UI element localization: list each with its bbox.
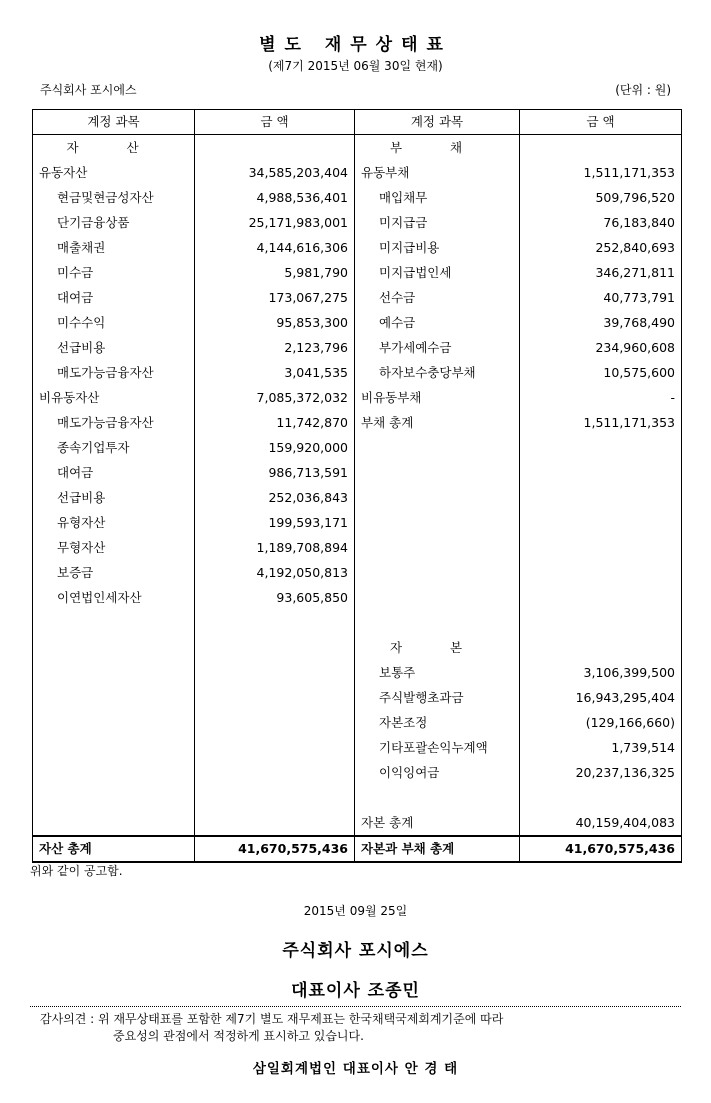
blank-cell <box>355 785 520 810</box>
right-amount: 76,183,840 <box>520 210 682 235</box>
table-header-row <box>33 110 682 135</box>
right-account-label: 미지급비용 <box>355 235 520 260</box>
blank-cell <box>195 635 355 660</box>
equity-amount: 20,237,136,325 <box>520 760 682 785</box>
assets-total-value: 41,670,575,436 <box>195 836 355 862</box>
equity-account-label: 주식발행초과금 <box>355 685 520 710</box>
header-amount-right: 금 액 <box>520 110 682 135</box>
left-account-label: 유형자산 <box>33 510 195 535</box>
blank-cell <box>195 760 355 785</box>
table-row <box>33 435 682 460</box>
left-amount: 11,742,870 <box>195 410 355 435</box>
right-account-label <box>355 435 520 460</box>
right-account-label: 미지급법인세 <box>355 260 520 285</box>
table-row <box>33 585 682 610</box>
blank-cell <box>33 785 195 810</box>
left-amount: 1,189,708,894 <box>195 535 355 560</box>
audit-opinion-line2: 중요성의 관점에서 적정하게 표시하고 있습니다. <box>113 1029 364 1043</box>
right-amount: 10,575,600 <box>520 360 682 385</box>
equity-total-label: 자본 총계 <box>355 810 520 836</box>
liabilities-equity-total-value: 41,670,575,436 <box>520 836 682 862</box>
header-account-right: 계정 과목 <box>355 110 520 135</box>
equity-account-label: 보통주 <box>355 660 520 685</box>
right-account-label: 선수금 <box>355 285 520 310</box>
table-row <box>33 735 682 760</box>
blank-cell <box>195 710 355 735</box>
section-row <box>33 635 682 660</box>
right-amount <box>520 535 682 560</box>
right-amount: 252,840,693 <box>520 235 682 260</box>
right-account-label <box>355 460 520 485</box>
table-row <box>33 360 682 385</box>
table-row <box>33 310 682 335</box>
right-amount: 1,511,171,353 <box>520 410 682 435</box>
blank-cell <box>33 735 195 760</box>
table-row <box>33 185 682 210</box>
blank-cell <box>33 685 195 710</box>
blank-cell <box>520 635 682 660</box>
left-account-label: 이연법인세자산 <box>33 585 195 610</box>
left-account-label: 매출채권 <box>33 235 195 260</box>
document-subtitle: (제7기 2015년 06월 30일 현재) <box>268 59 443 73</box>
left-amount: 173,067,275 <box>195 285 355 310</box>
table-row <box>33 660 682 685</box>
left-account-label: 매도가능금융자산 <box>33 360 195 385</box>
footer-ceo: 대표이사 조종민 <box>291 981 420 1001</box>
right-amount <box>520 435 682 460</box>
right-amount <box>520 485 682 510</box>
table-row <box>33 235 682 260</box>
left-account-label: 무형자산 <box>33 535 195 560</box>
table-row <box>33 335 682 360</box>
table-row <box>33 535 682 560</box>
right-account-label <box>355 485 520 510</box>
table-row <box>33 485 682 510</box>
left-account-label: 미수금 <box>33 260 195 285</box>
left-amount: 93,605,850 <box>195 585 355 610</box>
right-account-label: 비유동부채 <box>355 385 520 410</box>
right-amount <box>520 460 682 485</box>
equity-amount: (129,166,660) <box>520 710 682 735</box>
equity-account-label: 이익잉여금 <box>355 760 520 785</box>
left-amount: 159,920,000 <box>195 435 355 460</box>
footer-company: 주식회사 포시에스 <box>282 941 429 961</box>
left-amount: 4,192,050,813 <box>195 560 355 585</box>
left-amount: 4,988,536,401 <box>195 185 355 210</box>
right-account-label: 예수금 <box>355 310 520 335</box>
blank-cell <box>33 635 195 660</box>
equity-account-label: 기타포괄손익누계액 <box>355 735 520 760</box>
right-account-label: 유동부채 <box>355 160 520 185</box>
document-title: 별도 재무상태표 <box>259 35 452 55</box>
table-row <box>33 510 682 535</box>
right-account-label: 미지급금 <box>355 210 520 235</box>
unit-label: (단위 : 원) <box>615 83 671 97</box>
blank-cell <box>195 685 355 710</box>
balance-sheet-table <box>32 109 682 863</box>
audit-opinion-line1: 감사의견 : 위 재무상태표를 포함한 제7기 별도 재무제표는 한국채택국제회계기준에 따라 <box>40 1012 504 1026</box>
right-amount: 39,768,490 <box>520 310 682 335</box>
right-account-label: 부가세예수금 <box>355 335 520 360</box>
liabilities-equity-total-label: 자본과 부채 총계 <box>355 836 520 862</box>
left-amount: 252,036,843 <box>195 485 355 510</box>
blank-cell <box>33 710 195 735</box>
auditor-signature: 삼일회계법인 대표이사 안 경 태 <box>252 1061 459 1077</box>
table-row <box>33 685 682 710</box>
right-amount <box>520 560 682 585</box>
left-amount: 986,713,591 <box>195 460 355 485</box>
left-account-label: 대여금 <box>33 285 195 310</box>
total-row <box>33 836 682 862</box>
blank-cell <box>195 610 355 635</box>
left-account-label: 보증금 <box>33 560 195 585</box>
blank-cell <box>33 610 195 635</box>
left-account-label: 단기금융상품 <box>33 210 195 235</box>
blank-cell <box>520 610 682 635</box>
right-amount: 40,773,791 <box>520 285 682 310</box>
blank-cell <box>355 610 520 635</box>
left-amount: 199,593,171 <box>195 510 355 535</box>
table-row <box>33 160 682 185</box>
right-account-label: 매입채무 <box>355 185 520 210</box>
left-account-label: 비유동자산 <box>33 385 195 410</box>
section-row <box>33 135 682 161</box>
left-account-label: 유동자산 <box>33 160 195 185</box>
left-amount: 95,853,300 <box>195 310 355 335</box>
equity-amount: 1,739,514 <box>520 735 682 760</box>
left-account-label: 미수수익 <box>33 310 195 335</box>
right-account-label: 부채 총계 <box>355 410 520 435</box>
header-account-left: 계정 과목 <box>33 110 195 135</box>
table-row <box>33 710 682 735</box>
left-amount: 2,123,796 <box>195 335 355 360</box>
table-row <box>33 460 682 485</box>
left-amount: 34,585,203,404 <box>195 160 355 185</box>
assets-total-label: 자산 총계 <box>33 836 195 862</box>
blank-cell <box>520 785 682 810</box>
right-account-label <box>355 560 520 585</box>
announcement-date: 2015년 09월 25일 <box>303 904 408 918</box>
left-amount: 7,085,372,032 <box>195 385 355 410</box>
equity-amount: 16,943,295,404 <box>520 685 682 710</box>
left-account-label: 매도가능금융자산 <box>33 410 195 435</box>
section-equity: 자 본 <box>355 635 520 660</box>
table-row <box>33 810 682 836</box>
table-row <box>33 210 682 235</box>
equity-account-label: 자본조정 <box>355 710 520 735</box>
left-amount: 3,041,535 <box>195 360 355 385</box>
blank-cell <box>195 785 355 810</box>
left-account-label: 대여금 <box>33 460 195 485</box>
table-row <box>33 385 682 410</box>
header-amount-left: 금 액 <box>195 110 355 135</box>
right-amount: 346,271,811 <box>520 260 682 285</box>
table-row <box>33 560 682 585</box>
equity-total-value: 40,159,404,083 <box>520 810 682 836</box>
right-amount: 509,796,520 <box>520 185 682 210</box>
blank-row <box>33 785 682 810</box>
dotted-divider <box>30 1006 681 1007</box>
right-account-label <box>355 535 520 560</box>
blank-cell <box>195 735 355 760</box>
blank-row <box>33 610 682 635</box>
right-amount: - <box>520 385 682 410</box>
blank-cell <box>195 810 355 836</box>
section-assets: 자 산 <box>33 135 195 161</box>
blank-cell <box>195 660 355 685</box>
left-account-label: 선급비용 <box>33 335 195 360</box>
blank-cell <box>33 660 195 685</box>
right-account-label <box>355 510 520 535</box>
right-account-label <box>355 585 520 610</box>
left-account-label: 선급비용 <box>33 485 195 510</box>
blank-cell <box>33 810 195 836</box>
right-amount: 234,960,608 <box>520 335 682 360</box>
table-row <box>33 410 682 435</box>
table-row <box>33 260 682 285</box>
left-amount: 5,981,790 <box>195 260 355 285</box>
announcement-note: 위와 같이 공고함. <box>30 864 123 878</box>
left-account-label: 현금및현금성자산 <box>33 185 195 210</box>
company-name: 주식회사 포시에스 <box>40 83 137 97</box>
left-amount: 4,144,616,306 <box>195 235 355 260</box>
right-amount: 1,511,171,353 <box>520 160 682 185</box>
right-amount <box>520 510 682 535</box>
table-row <box>33 760 682 785</box>
left-account-label: 종속기업투자 <box>33 435 195 460</box>
blank-cell <box>33 760 195 785</box>
right-account-label: 하자보수충당부채 <box>355 360 520 385</box>
section-liabilities: 부 채 <box>355 135 520 161</box>
left-amount: 25,171,983,001 <box>195 210 355 235</box>
table-row <box>33 285 682 310</box>
right-amount <box>520 585 682 610</box>
equity-amount: 3,106,399,500 <box>520 660 682 685</box>
